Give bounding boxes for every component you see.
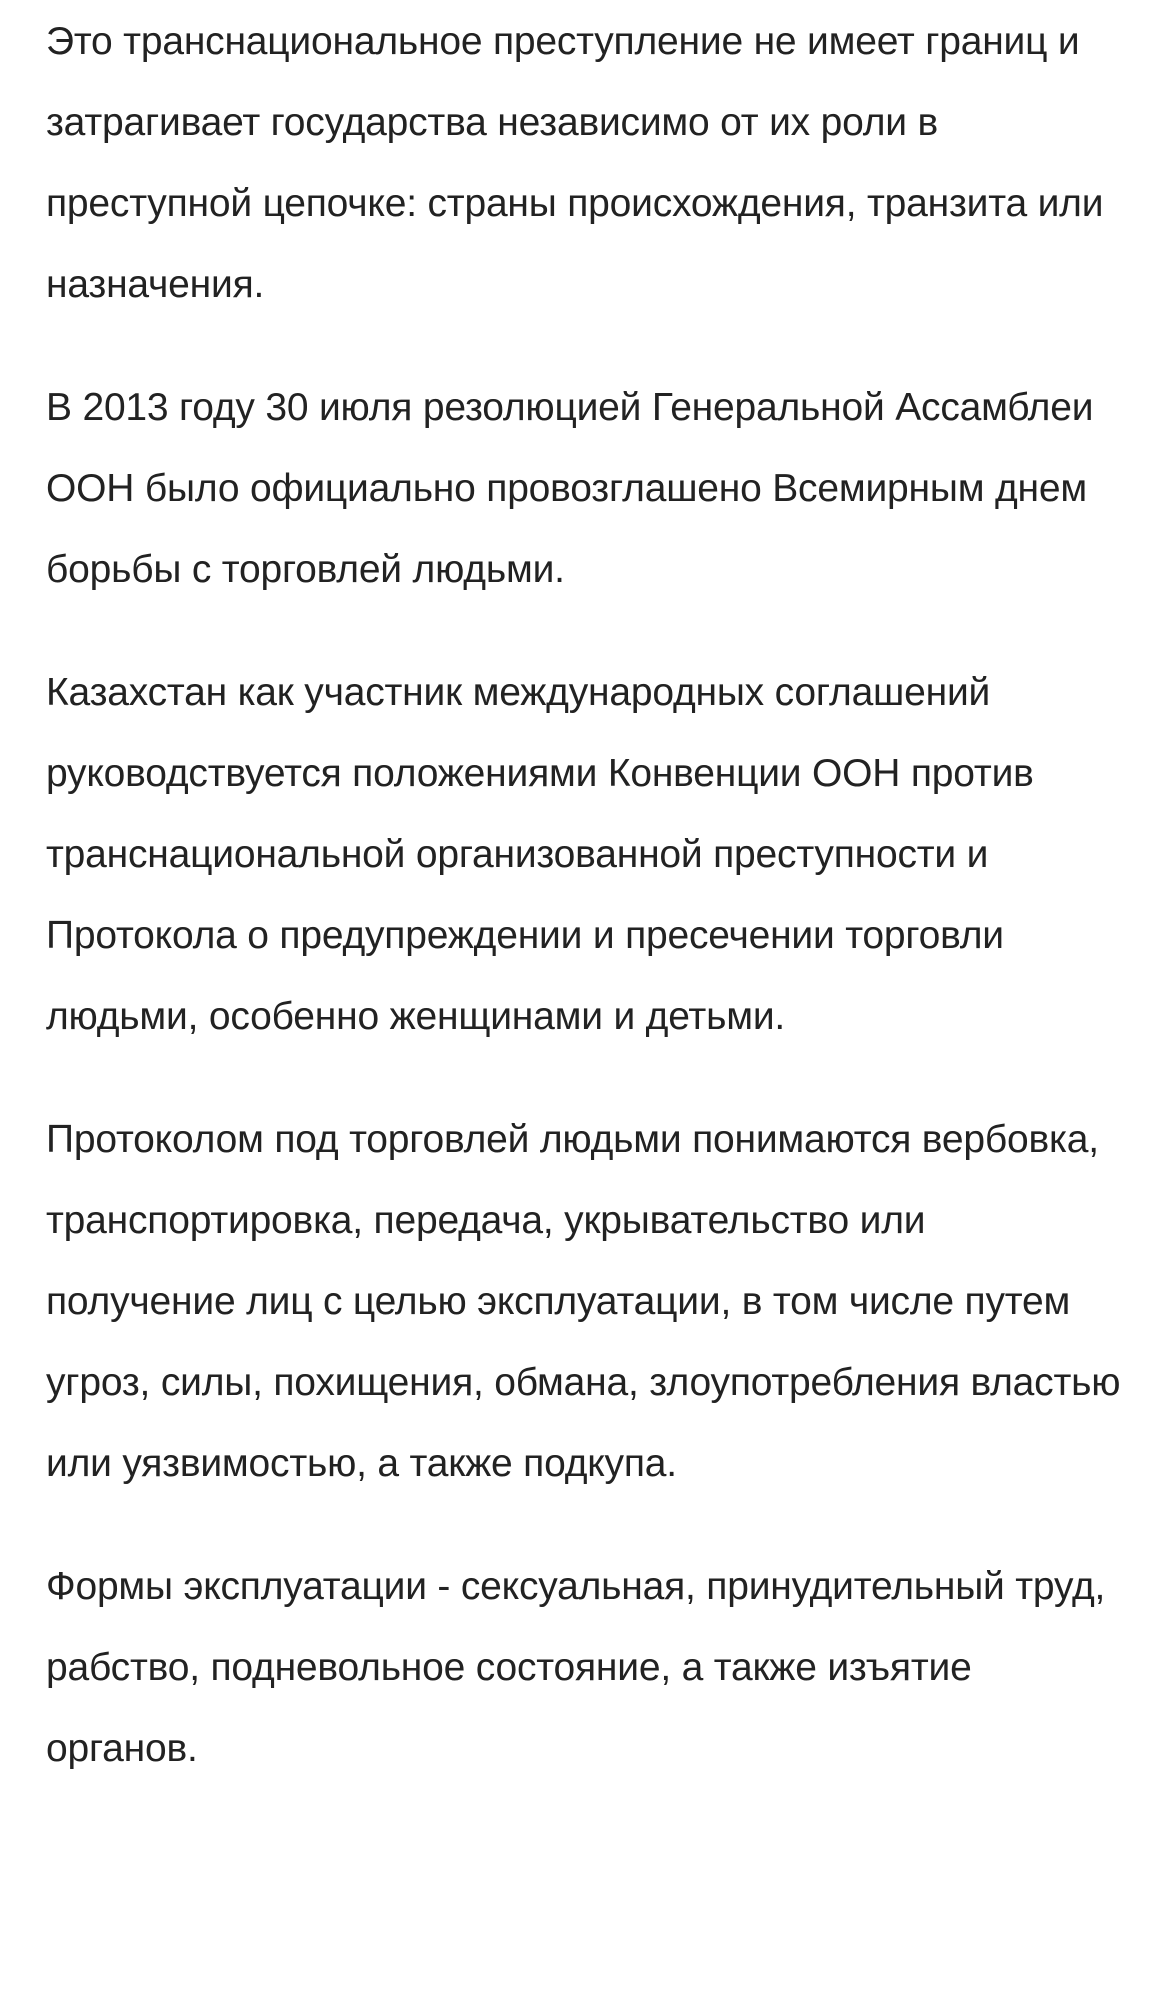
paragraph-protocol-definition: Протоколом под торговлей людьми понимаются вербовка, транспортировка, передача, укрывательство или получение лиц с целью эксплуатации, в том числе путем угроз, силы, похищения, обмана, злоупотребления властью или уязвимостью, а также подкупа. — [46, 1118, 1121, 1485]
paragraph-kazakhstan-convention: Казахстан как участник международных соглашений руководствуется положениями Конвенции ООН против транснациональной организованной преступности и Протокола о предупреждении и пресечении торговли людьми, особенно женщинами и детьми. — [46, 671, 1034, 1038]
paragraph-world-day: В 2013 году 30 июля резолюцией Генеральной Ассамблеи ООН было официально провозглашено Всемирным днем борьбы с торговлей людьми. — [46, 386, 1094, 591]
paragraph-forms-of-exploitation: Формы эксплуатации - сексуальная, принудительный труд, рабство, подневольное состояние, а также изъятие органов. — [46, 1565, 1106, 1770]
paragraph-transnational-crime: Это транснациональное преступление не имеет границ и затрагивает государства независимо от их роли в преступной цепочке: страны происхождения, транзита или назначения. — [46, 20, 1104, 306]
